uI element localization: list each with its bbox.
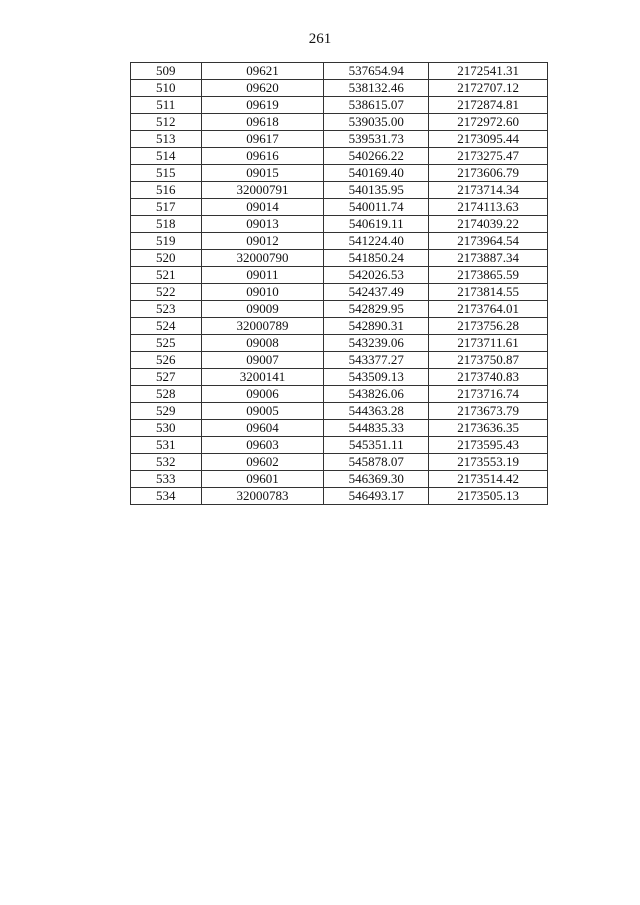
point-id-cell: 09010 [201,284,324,301]
table-row [131,437,548,454]
point-id-cell: 3200141 [201,369,324,386]
row-number-cell: 519 [131,233,202,250]
point-id-cell: 32000791 [201,182,324,199]
row-number-cell: 531 [131,437,202,454]
row-number-cell: 529 [131,403,202,420]
row-number-cell: 528 [131,386,202,403]
point-id-cell: 09604 [201,420,324,437]
x-coordinate-cell: 544835.33 [324,420,429,437]
point-id-cell: 09011 [201,267,324,284]
row-number-cell: 520 [131,250,202,267]
table-row [131,182,548,199]
point-id-cell: 09617 [201,131,324,148]
row-number-cell: 522 [131,284,202,301]
x-coordinate-cell: 543377.27 [324,352,429,369]
x-coordinate-cell: 542890.31 [324,318,429,335]
point-id-cell: 09603 [201,437,324,454]
x-coordinate-cell: 542026.53 [324,267,429,284]
table-row [131,97,548,114]
row-number-cell: 512 [131,114,202,131]
x-coordinate-cell: 545351.11 [324,437,429,454]
table-row [131,369,548,386]
table-row [131,131,548,148]
point-id-cell: 09013 [201,216,324,233]
y-coordinate-cell: 2173595.43 [429,437,548,454]
row-number-cell: 530 [131,420,202,437]
row-number-cell: 533 [131,471,202,488]
point-id-cell: 09602 [201,454,324,471]
table-row [131,471,548,488]
x-coordinate-cell: 545878.07 [324,454,429,471]
point-id-cell: 09006 [201,386,324,403]
row-number-cell: 514 [131,148,202,165]
x-coordinate-cell: 540266.22 [324,148,429,165]
point-id-cell: 09008 [201,335,324,352]
y-coordinate-cell: 2173756.28 [429,318,548,335]
y-coordinate-cell: 2173711.61 [429,335,548,352]
table-row [131,63,548,80]
row-number-cell: 521 [131,267,202,284]
table-row [131,403,548,420]
table-row [131,80,548,97]
point-id-cell: 09621 [201,63,324,80]
x-coordinate-cell: 542437.49 [324,284,429,301]
y-coordinate-cell: 2174113.63 [429,199,548,216]
y-coordinate-cell: 2172707.12 [429,80,548,97]
y-coordinate-cell: 2172541.31 [429,63,548,80]
x-coordinate-cell: 542829.95 [324,301,429,318]
y-coordinate-cell: 2173553.19 [429,454,548,471]
row-number-cell: 534 [131,488,202,505]
row-number-cell: 526 [131,352,202,369]
table-body [131,63,548,505]
point-id-cell: 09007 [201,352,324,369]
row-number-cell: 510 [131,80,202,97]
point-id-cell: 09009 [201,301,324,318]
y-coordinate-cell: 2173887.34 [429,250,548,267]
row-number-cell: 527 [131,369,202,386]
row-number-cell: 516 [131,182,202,199]
x-coordinate-cell: 540011.74 [324,199,429,216]
y-coordinate-cell: 2174039.22 [429,216,548,233]
table-row [131,335,548,352]
table-row [131,488,548,505]
x-coordinate-cell: 543239.06 [324,335,429,352]
point-id-cell: 09616 [201,148,324,165]
row-number-cell: 523 [131,301,202,318]
table-row [131,199,548,216]
table-row [131,301,548,318]
table-row [131,267,548,284]
point-id-cell: 09014 [201,199,324,216]
table-row [131,216,548,233]
point-id-cell: 09005 [201,403,324,420]
x-coordinate-cell: 538615.07 [324,97,429,114]
y-coordinate-cell: 2172874.81 [429,97,548,114]
y-coordinate-cell: 2173716.74 [429,386,548,403]
y-coordinate-cell: 2173275.47 [429,148,548,165]
table-row [131,386,548,403]
row-number-cell: 518 [131,216,202,233]
table-row [131,165,548,182]
y-coordinate-cell: 2173514.42 [429,471,548,488]
point-id-cell: 09601 [201,471,324,488]
y-coordinate-cell: 2173764.01 [429,301,548,318]
x-coordinate-cell: 540619.11 [324,216,429,233]
x-coordinate-cell: 543509.13 [324,369,429,386]
y-coordinate-cell: 2173714.34 [429,182,548,199]
x-coordinate-cell: 541850.24 [324,250,429,267]
y-coordinate-cell: 2173814.55 [429,284,548,301]
point-id-cell: 09015 [201,165,324,182]
x-coordinate-cell: 540169.40 [324,165,429,182]
y-coordinate-cell: 2173636.35 [429,420,548,437]
y-coordinate-cell: 2173606.79 [429,165,548,182]
y-coordinate-cell: 2173673.79 [429,403,548,420]
point-id-cell: 32000783 [201,488,324,505]
y-coordinate-cell: 2173740.83 [429,369,548,386]
row-number-cell: 532 [131,454,202,471]
table-row [131,454,548,471]
row-number-cell: 524 [131,318,202,335]
table-row [131,250,548,267]
point-id-cell: 09619 [201,97,324,114]
row-number-cell: 517 [131,199,202,216]
table-row [131,148,548,165]
row-number-cell: 525 [131,335,202,352]
y-coordinate-cell: 2173964.54 [429,233,548,250]
x-coordinate-cell: 539035.00 [324,114,429,131]
y-coordinate-cell: 2173095.44 [429,131,548,148]
table-row [131,233,548,250]
x-coordinate-cell: 546493.17 [324,488,429,505]
coordinate-table [130,62,548,505]
table-row [131,420,548,437]
x-coordinate-cell: 537654.94 [324,63,429,80]
point-id-cell: 09012 [201,233,324,250]
table-row [131,318,548,335]
table-row [131,284,548,301]
row-number-cell: 509 [131,63,202,80]
point-id-cell: 32000790 [201,250,324,267]
y-coordinate-cell: 2172972.60 [429,114,548,131]
y-coordinate-cell: 2173505.13 [429,488,548,505]
x-coordinate-cell: 543826.06 [324,386,429,403]
row-number-cell: 513 [131,131,202,148]
point-id-cell: 09618 [201,114,324,131]
x-coordinate-cell: 539531.73 [324,131,429,148]
row-number-cell: 515 [131,165,202,182]
point-id-cell: 32000789 [201,318,324,335]
page-number: 261 [308,31,332,47]
x-coordinate-cell: 546369.30 [324,471,429,488]
x-coordinate-cell: 544363.28 [324,403,429,420]
table-row [131,352,548,369]
y-coordinate-cell: 2173750.87 [429,352,548,369]
row-number-cell: 511 [131,97,202,114]
point-id-cell: 09620 [201,80,324,97]
x-coordinate-cell: 538132.46 [324,80,429,97]
x-coordinate-cell: 540135.95 [324,182,429,199]
table-row [131,114,548,131]
x-coordinate-cell: 541224.40 [324,233,429,250]
y-coordinate-cell: 2173865.59 [429,267,548,284]
